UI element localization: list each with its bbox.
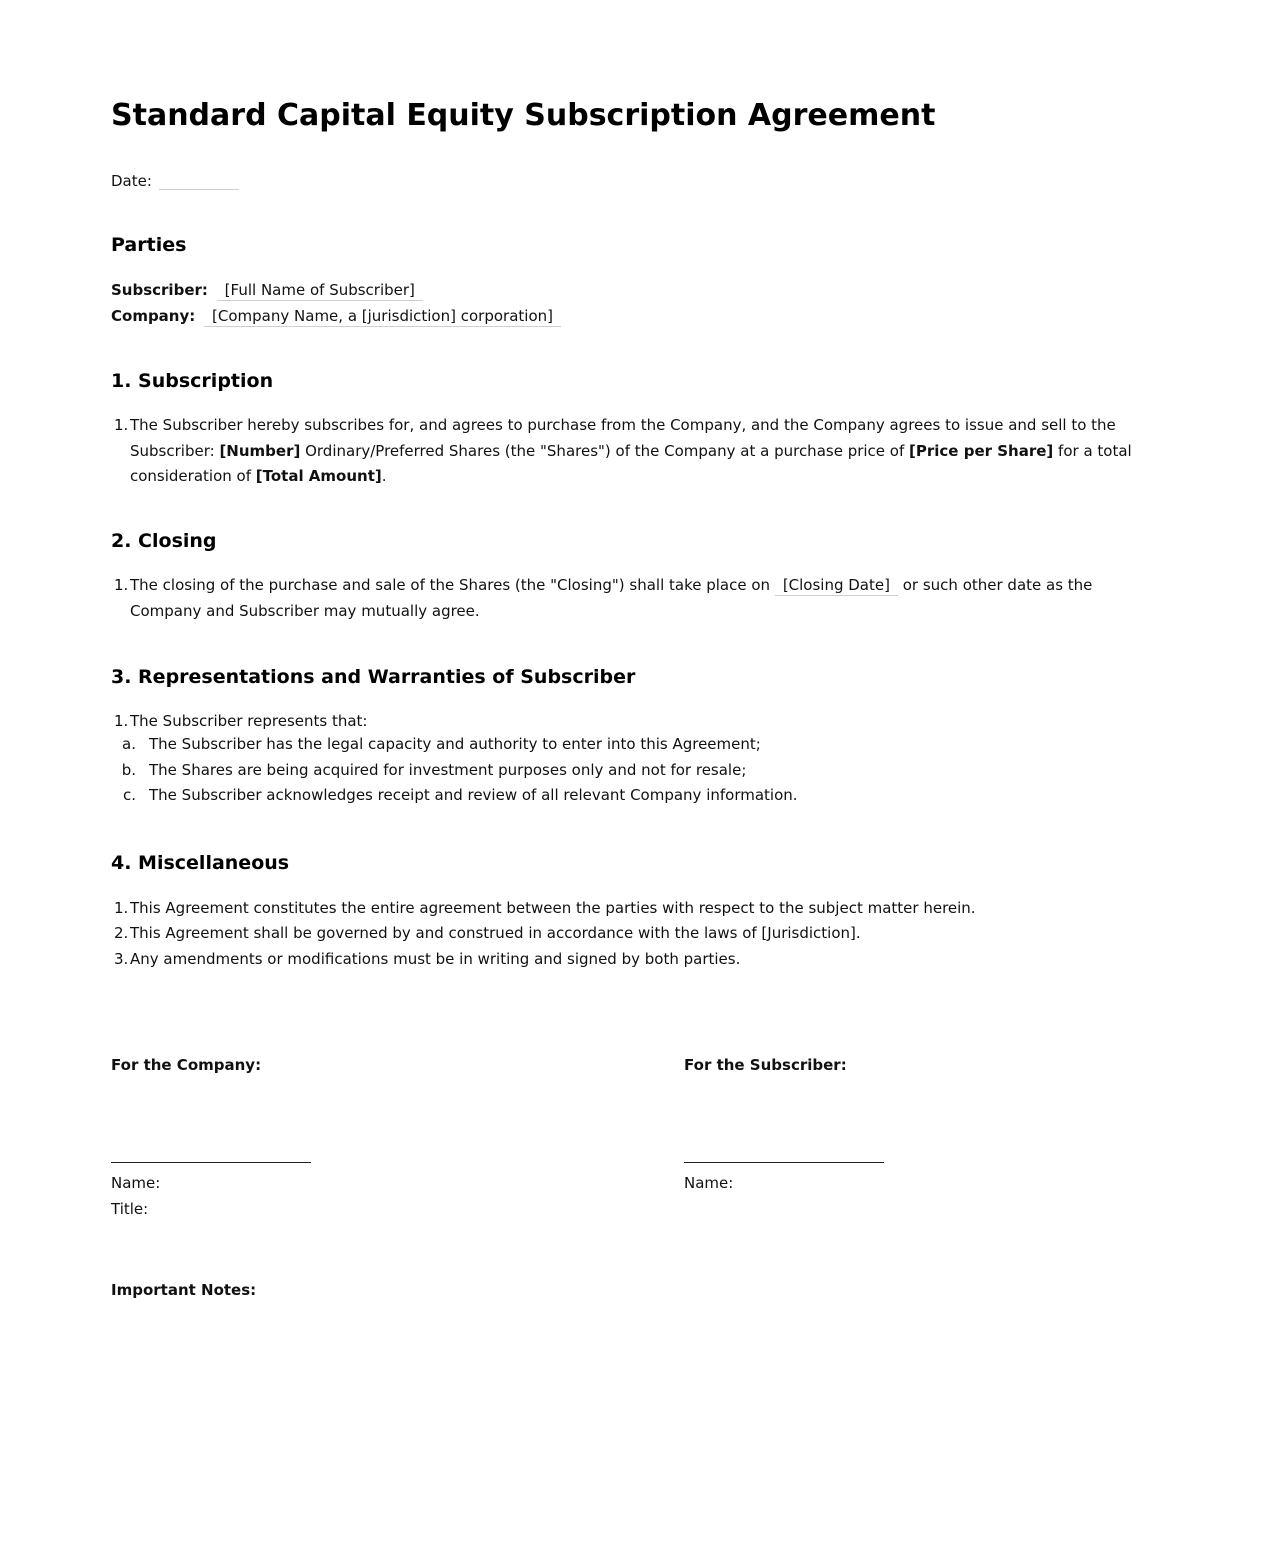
list-letter: b. — [121, 761, 136, 779]
company-row — [111, 306, 561, 327]
subscription-clause — [111, 413, 1141, 490]
list-number: 1. — [114, 576, 129, 594]
company-title-label: Title: — [111, 1200, 149, 1218]
price-placeholder: [Price per Share] — [909, 441, 1054, 460]
list-item — [111, 896, 1141, 922]
closing-date-field[interactable]: [Closing Date] — [775, 575, 898, 596]
clause-text: for a total consideration of — [130, 441, 1132, 485]
subscriber-row — [111, 280, 423, 301]
list-text: The Subscriber acknowledges receipt and review of all relevant Company information. — [149, 786, 798, 804]
list-number: 1. — [114, 899, 129, 917]
parties-heading: Parties — [111, 234, 187, 256]
total-placeholder: [Total Amount] — [255, 467, 382, 485]
subscriber-signature-line[interactable] — [684, 1162, 884, 1163]
subscription-text — [130, 413, 1141, 490]
important-notes-label: Important Notes: — [111, 1281, 257, 1299]
list-text: Any amendments or modifications must be in writing and signed by both parties. — [130, 950, 741, 968]
closing-clause — [111, 573, 1141, 624]
list-text: This Agreement constitutes the entire agreement between the parties with respect to the subject matter herein. — [130, 899, 976, 917]
section-subscription-heading: 1. Subscription — [111, 370, 274, 392]
list-item — [111, 947, 1141, 973]
list-text: The Shares are being acquired for investment purposes only and not for resale; — [149, 761, 747, 779]
date-row — [111, 171, 239, 190]
list-text: This Agreement shall be governed by and construed in accordance with the laws of [Jurisdiction]. — [130, 924, 861, 942]
clause-text: The Subscriber hereby subscribes for, and agrees to purchase from the Company, and the Company agrees to issue and sell to the Subscriber: — [130, 416, 1116, 460]
representations-clause — [111, 709, 1141, 735]
clause-text: . — [381, 467, 387, 485]
document-title: Standard Capital Equity Subscription Agreement — [111, 98, 936, 133]
company-signature-heading: For the Company: — [111, 1056, 262, 1074]
list-number: 1. — [114, 416, 129, 434]
company-label: Company: — [111, 307, 196, 325]
clause-text: or such other date as the Company and Subscriber may mutually agree. — [130, 576, 1093, 620]
number-placeholder: [Number] — [219, 441, 301, 460]
list-number: 3. — [114, 950, 129, 968]
company-signature-line[interactable] — [111, 1162, 311, 1163]
list-number: 1. — [114, 712, 129, 730]
subscriber-signature-heading: For the Subscriber: — [684, 1056, 847, 1074]
date-label: Date: — [111, 172, 152, 190]
section-representations-heading: 3. Representations and Warranties of Subscriber — [111, 666, 636, 688]
clause-text: The closing of the purchase and sale of the Shares (the "Closing") shall take place on — [130, 576, 775, 594]
list-letter: c. — [122, 786, 136, 804]
date-field[interactable] — [159, 171, 239, 190]
company-name-field[interactable]: [Company Name, a [jurisdiction] corporation] — [204, 306, 561, 327]
closing-text — [130, 573, 1141, 624]
subscriber-name-field[interactable]: [Full Name of Subscriber] — [217, 280, 423, 301]
clause-text: Ordinary/Preferred Shares (the "Shares") of the Company at a purchase price of — [300, 441, 910, 460]
section-closing-heading: 2. Closing — [111, 530, 217, 552]
company-name-label: Name: — [111, 1174, 161, 1192]
representations-intro: The Subscriber represents that: — [130, 712, 368, 730]
subscriber-label: Subscriber: — [111, 281, 208, 299]
subscriber-name-label: Name: — [684, 1174, 734, 1192]
list-item — [111, 921, 1141, 947]
section-miscellaneous-heading: 4. Miscellaneous — [111, 852, 290, 874]
list-number: 2. — [114, 924, 129, 942]
list-text: The Subscriber has the legal capacity and authority to enter into this Agreement; — [149, 735, 761, 753]
list-letter: a. — [122, 735, 136, 753]
